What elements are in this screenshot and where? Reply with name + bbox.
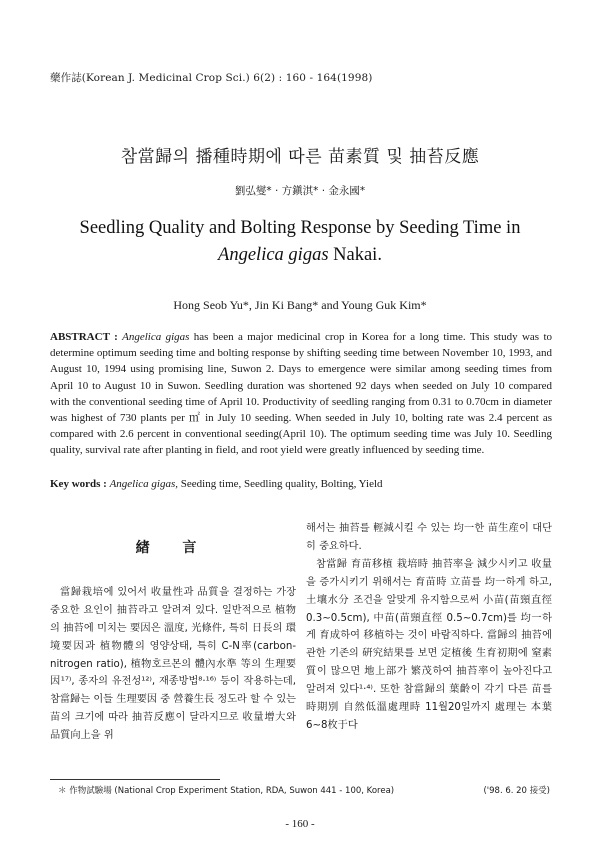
keywords-label: Key words : (50, 478, 110, 490)
page-number: - 160 - (285, 818, 315, 830)
section-heading-introduction: 緖 言 (135, 540, 211, 556)
english-title (55, 215, 545, 269)
keywords-text: Seeding time, Seedling quality, Bolting, Yield (178, 478, 383, 490)
affiliation-footnote: ＊ 作物試驗場 (National Crop Experiment Station, RDA, Suwon 441 - 100, Korea) (58, 786, 395, 796)
abstract (50, 329, 552, 459)
abstract-label: ABSTRACT : (50, 331, 123, 343)
journal-citation: 藥作誌(Korean J. Medicinal Crop Sci.) 6(2) : 160 - 164(1998) (50, 72, 373, 84)
english-title-part1: Seedling Quality and Bolting Response by Seeding Time in (79, 218, 521, 238)
korean-authors: 劉弘燮* · 方鎭淇* · 金永國* (234, 185, 366, 197)
footnote-divider (50, 779, 220, 780)
keywords-species: Angelica gigas, (109, 478, 179, 490)
abstract-text: has been a major medicinal crop in Korea for a long time. This study was to determine optimum seeding time and bolting response by shifting seeding time between November 10, 1993, and August 10, 1994 using promising line, Suwon 2. Days to emergence were similar among seeding times from April 10 to August 10 in Suwon. Seedling duration was shortened 92 days when seeded on July 10 compared with the conventional seeding time of April 10. Productivity of seedling ranging from 0.31 to 0.70cm in diameter was highest of 730 plants per ㎡ in July 10 seeding. When seeded in July 10, bolting rate was 2.4 percent as compared with 2.6 percent in conventional seeding(April 10). The optimum seeding time was July 10. Seedling quality, survival rate after planting in field, and root yield were greatly influenced by seeding time. (50, 331, 552, 457)
right-column-paragraph-1: 해서는 抽苔를 輕減시킬 수 있는 均一한 苗生産이 대단히 중요하다. (306, 523, 552, 552)
korean-title: 참當歸의 播種時期에 따른 苗素質 및 抽苔反應 (120, 147, 480, 167)
english-authors: Hong Seob Yu*, Jin Ki Bang* and Young Guk Kim* (173, 298, 427, 312)
keywords (50, 478, 552, 490)
right-column (306, 520, 552, 735)
left-column-paragraph: 當歸栽培에 있어서 收量性과 品質을 결정하는 가장 중요한 요인이 抽苔라고 알려져 있다. 일반적으로 植物의 抽苔에 미치는 要因은 溫度, 光條件, 특히 日長의 環境要因과 植物體의 영양상태, 특히 C-N率(carbon-nitrogen ratio), 植物호르몬의 體內水準 等의 生理要因¹⁷⁾, 종자의 유전성¹²⁾, 재종방법⁸·¹⁶⁾ 등이 작용하는데, 참當歸는 이들 生理要因 중 營養生長 정도라 할 수 있는 苗의 크기에 따라 抽苔反應이 달라지므로 收量增大와 品質向上을 위 (50, 586, 296, 742)
received-date: ('98. 6. 20 接受) (483, 786, 550, 796)
left-column (50, 520, 296, 745)
english-title-part2: Nakai. (328, 245, 382, 265)
abstract-species: Angelica gigas (122, 331, 190, 343)
right-column-paragraph-2: 참當歸 育苗移植 栽培時 抽苔率을 減少시키고 收量을 증가시키기 위해서는 育苗時 立苗를 均一하게 하고, 土壤水分 조건을 알맞게 유지함으로써 小苗(苗頸直徑 0.3∼0.5cm), 中苗(苗頸直徑 0.5∼0.7cm)를 均一하게 育成하여 移植하는 것이 바람직하다. 當歸의 抽苔에 관한 기존의 硏究結果를 보면 定植後 生育初期에 窒素質이 많으면 地上部가 繁茂하여 抽苔率이 높아진다고 알려져 있다¹·⁴⁾. 또한 참當歸의 葉齡이 각기 다른 苗를 時期別 自然低溫處理時 11월20일까지 處理는 本葉 6∼8枚于다 (306, 558, 552, 731)
english-title-species: Angelica gigas (218, 245, 329, 265)
